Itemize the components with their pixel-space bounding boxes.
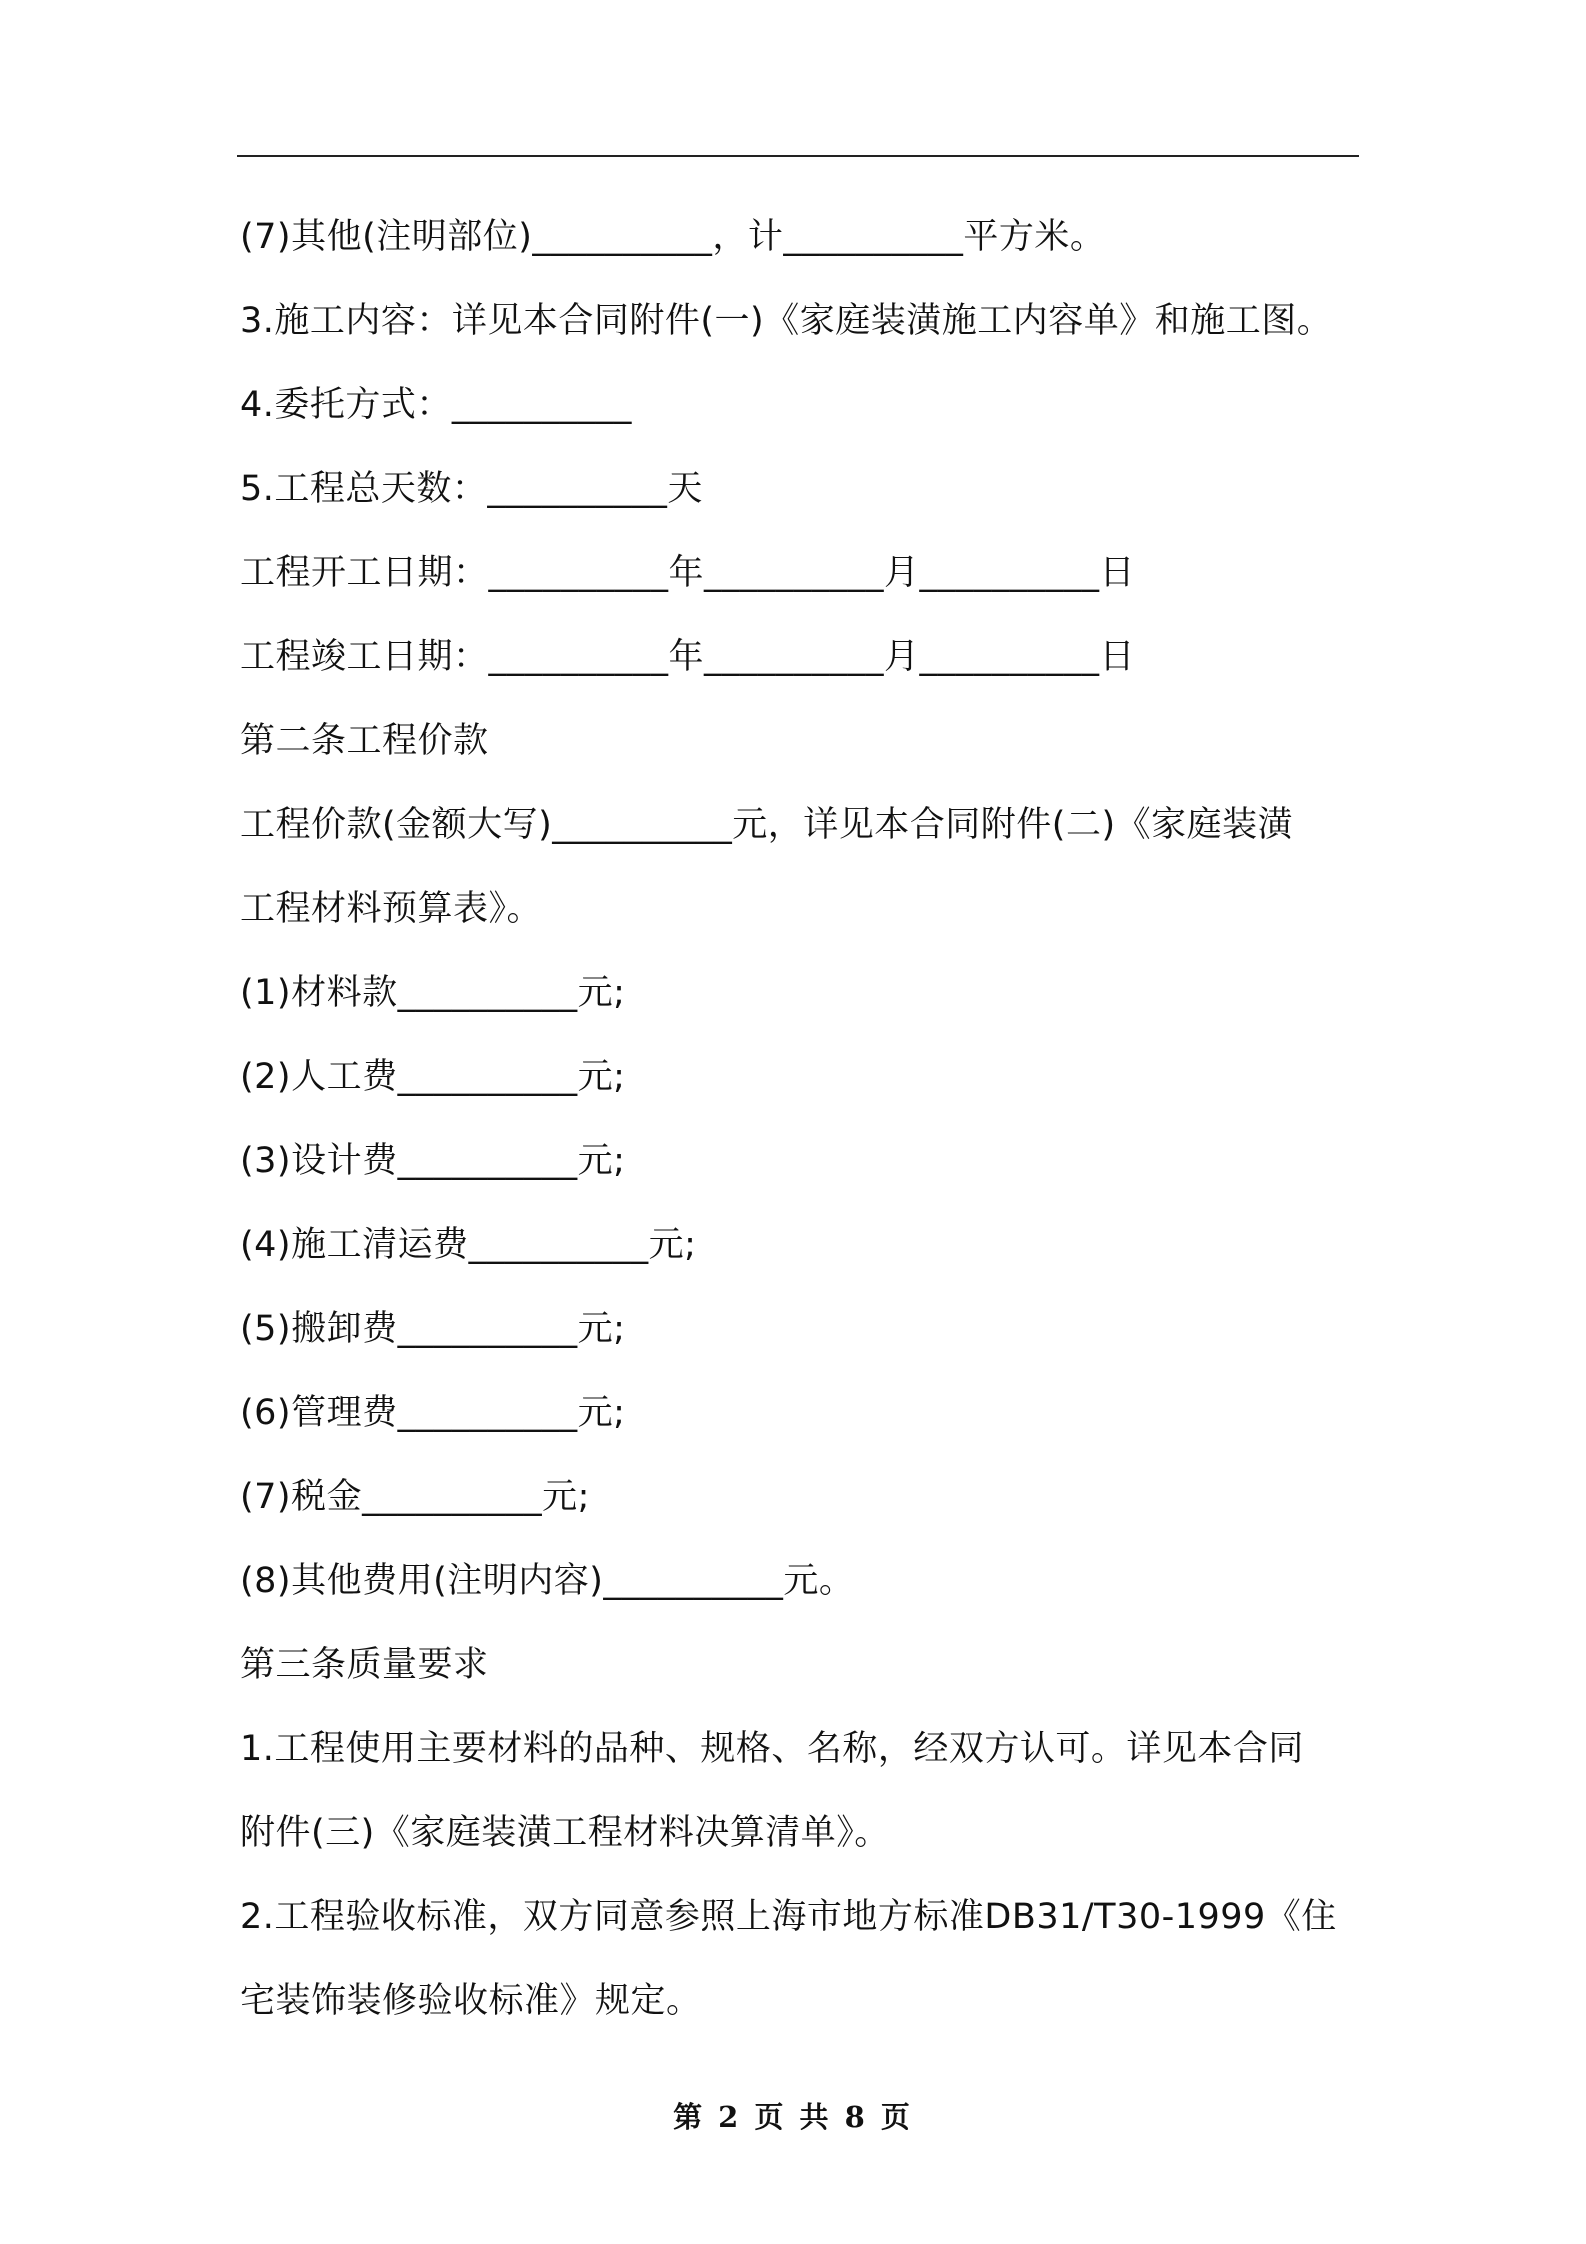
text-line: 4.委托方式：__________: [240, 385, 632, 425]
text-line: (4)施工清运费__________元;: [240, 1225, 697, 1265]
text-line: (8)其他费用(注明内容)__________元。: [240, 1561, 855, 1601]
text-line: 2.工程验收标准，双方同意参照上海市地方标准DB31/T30-1999《住: [240, 1897, 1337, 1937]
text-line: 工程材料预算表》。: [240, 889, 543, 929]
text-line: 工程竣工日期：__________年__________月__________日: [240, 637, 1136, 677]
text-line: 3.施工内容：详见本合同附件(一)《家庭装潢施工内容单》和施工图。: [240, 301, 1333, 341]
text-line: (3)设计费__________元;: [240, 1141, 626, 1181]
section-heading: 第二条工程价款: [240, 721, 489, 761]
text-line: 工程开工日期：__________年__________月__________日: [240, 553, 1136, 593]
section-heading: 第三条质量要求: [240, 1645, 489, 1685]
text-line: (6)管理费__________元;: [240, 1393, 626, 1433]
text-line: (5)搬卸费__________元;: [240, 1309, 626, 1349]
header-divider: [237, 155, 1359, 157]
text-line: 5.工程总天数：__________天: [240, 469, 703, 509]
text-line: (2)人工费__________元;: [240, 1057, 626, 1097]
document-body: [240, 195, 1400, 2043]
text-line: (1)材料款__________元;: [240, 973, 626, 1013]
text-line: 宅装饰装修验收标准》规定。: [240, 1981, 702, 2021]
text-line: (7)其他(注明部位)__________，计__________平方米。: [240, 217, 1106, 257]
text-line: 附件(三)《家庭装潢工程材料决算清单》。: [240, 1813, 890, 1853]
text-line: (7)税金__________元;: [240, 1477, 590, 1517]
text-line: 工程价款(金额大写)__________元，详见本合同附件(二)《家庭装潢: [240, 805, 1294, 845]
text-line: 1.工程使用主要材料的品种、规格、名称，经双方认可。详见本合同: [240, 1729, 1304, 1769]
page-number-footer: 第 2 页 共 8 页: [673, 2100, 913, 2134]
